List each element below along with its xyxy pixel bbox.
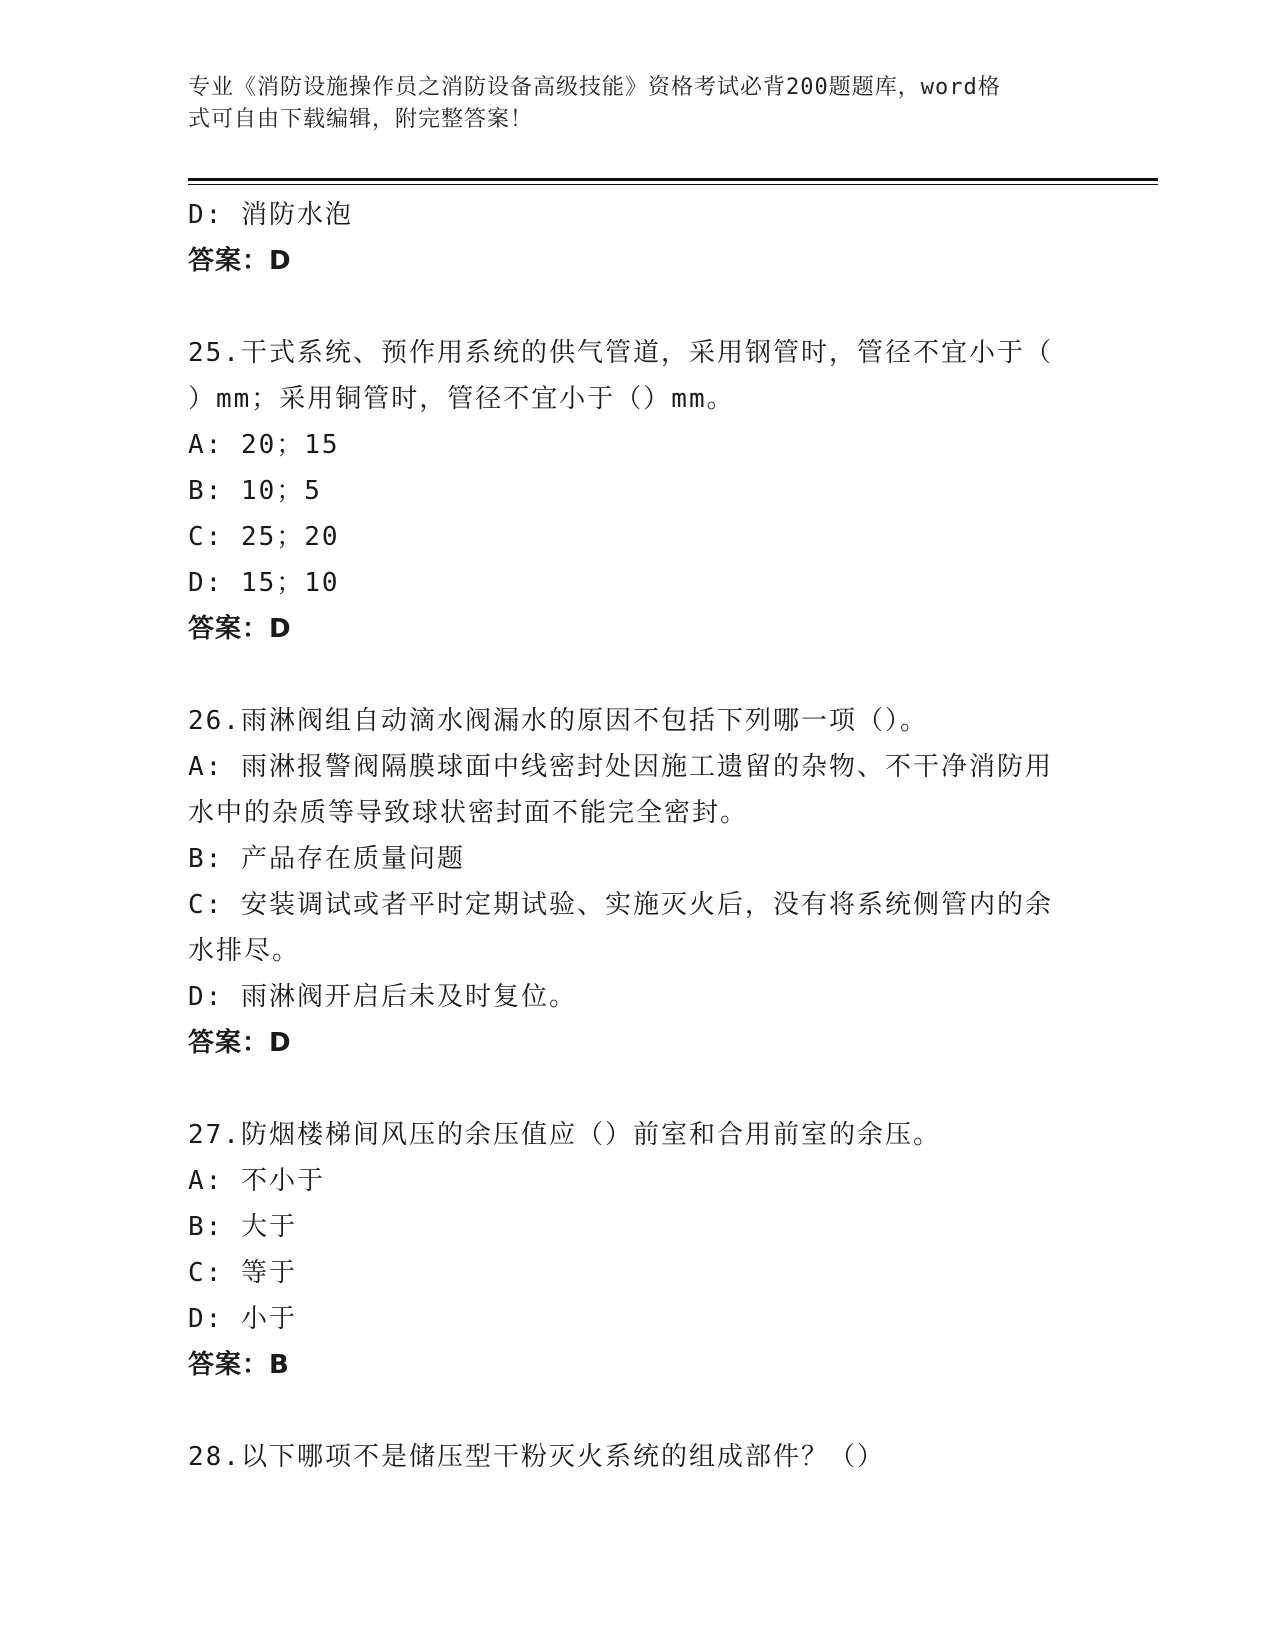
header-rule-thin (188, 184, 1158, 185)
option-c: C: 25；20 (188, 522, 340, 552)
answer: 答案：D (188, 1028, 292, 1058)
option-d: D: 小于 (188, 1304, 297, 1334)
document-header (188, 72, 1068, 136)
question-27 (188, 1112, 1068, 1388)
question-stem: 26.雨淋阀组自动滴水阀漏水的原因不包括下列哪一项（）。 (188, 706, 928, 736)
question-25 (188, 330, 1068, 652)
question-stem: 27.防烟楼梯间风压的余压值应（）前室和合用前室的余压。 (188, 1120, 941, 1150)
question-26 (188, 698, 1068, 1066)
option-b: B: 大于 (188, 1212, 297, 1242)
question-stem-line-2: ）mm；采用铜管时，管径不宜小于（）mm。 (188, 384, 735, 414)
option-a-line-2: 水中的杂质等导致球状密封面不能完全密封。 (188, 798, 749, 828)
option-a: A: 不小于 (188, 1166, 325, 1196)
option-b: B: 产品存在质量问题 (188, 844, 465, 874)
option-c-line-1: C: 安装调试或者平时定期试验、实施灭火后，没有将系统侧管内的余 (188, 890, 1053, 920)
option-c: C: 等于 (188, 1258, 297, 1288)
header-rule-thick (188, 178, 1158, 181)
previous-question-tail (188, 192, 1068, 284)
answer: 答案：D (188, 246, 292, 276)
header-line-2: 式可自由下载编辑，附完整答案！ (188, 107, 534, 132)
option-d: D: 消防水泡 (188, 200, 353, 230)
option-a-line-1: A: 雨淋报警阀隔膜球面中线密封处因施工遗留的杂物、不干净消防用 (188, 752, 1053, 782)
header-line-1: 专业《消防设施操作员之消防设备高级技能》资格考试必背200题题库，word格 (188, 75, 1001, 100)
option-a: A: 20；15 (188, 430, 340, 460)
answer: 答案：B (188, 1350, 290, 1380)
document-body (188, 192, 1068, 1480)
option-d: D: 雨淋阀开启后未及时复位。 (188, 982, 577, 1012)
option-b: B: 10；5 (188, 476, 322, 506)
question-stem-line-1: 25.干式系统、预作用系统的供气管道，采用钢管时，管径不宜小于（ (188, 338, 1053, 368)
question-28 (188, 1434, 1068, 1480)
option-c-line-2: 水排尽。 (188, 936, 301, 966)
answer: 答案：D (188, 614, 292, 644)
option-d: D: 15；10 (188, 568, 340, 598)
question-stem: 28.以下哪项不是储压型干粉灭火系统的组成部件？（） (188, 1442, 885, 1472)
